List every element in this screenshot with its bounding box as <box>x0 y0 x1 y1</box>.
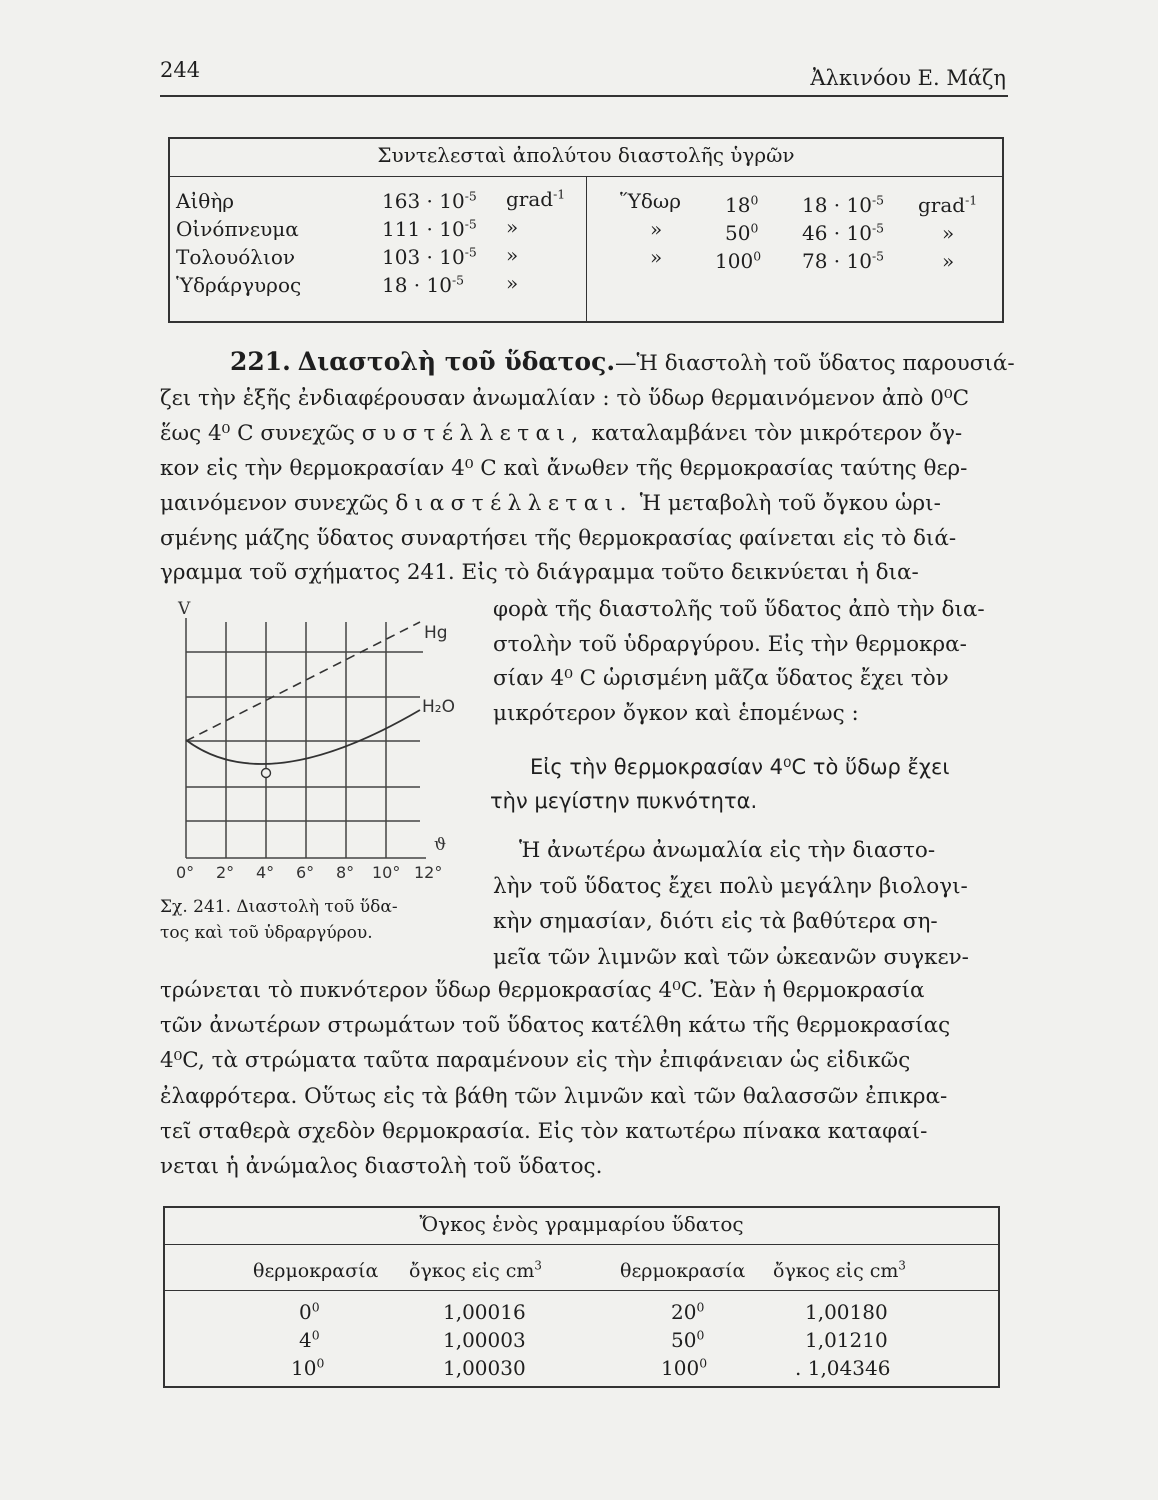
emphasis-line-1: Εἰς τὴν θερμοκρασίαν 4⁰C τὸ ὕδωρ ἔχει <box>530 755 950 779</box>
para1-line-6: σμένης μάζης ὕδατος συναρτήσει τῆς θερμοκρασίας φαίνεται εἰς τὸ διά- <box>160 525 957 551</box>
section-title: Διαστολὴ τοῦ ὕδατος. <box>297 347 616 376</box>
unit-value: » <box>942 221 955 245</box>
para1-line-5a: μαινόμενον συνεχῶς <box>160 490 389 516</box>
unit <box>506 187 565 211</box>
temperature-value: 18 <box>725 193 751 217</box>
para1-line-7: γραμμα τοῦ σχήματος 241. Εἰς τὸ διάγραμμα τοῦτο δεικνύεται ἡ δια- <box>160 560 919 586</box>
side-line-1: φορὰ τῆς διαστολῆς τοῦ ὕδατος ἀπὸ τὴν δια- <box>493 597 985 622</box>
volume-cell: 1,00016 <box>443 1300 526 1324</box>
side-text <box>493 593 1005 731</box>
line-1 <box>160 345 1015 382</box>
volume-cell: 1,00003 <box>443 1328 526 1352</box>
column-header <box>253 1260 378 1282</box>
unit-value: » <box>506 271 519 295</box>
minimum-volume-point <box>262 769 271 778</box>
coefficient <box>382 245 477 269</box>
running-title: Ἀλκινόου Ε. Μάζη <box>810 66 1006 90</box>
degree-sign: 0 <box>696 1327 705 1343</box>
volume-cell: 1,00030 <box>443 1356 526 1380</box>
unit <box>942 221 954 245</box>
degree-sign: 0 <box>753 248 762 264</box>
p2-line-5: τεῖ σταθερὰ σχεδὸν θερμοκρασία. Εἰς τὸν κατωτέρω πίνακα καταφαί- <box>160 1118 928 1144</box>
coefficient-value: 46 · 10 <box>802 221 872 245</box>
unit-value: » <box>506 215 519 239</box>
unit-value: grad <box>506 187 554 211</box>
temperature-cell <box>299 1300 320 1324</box>
figure-caption <box>160 894 398 946</box>
figure-caption-line-2: τος καὶ τοῦ ὑδραργύρου. <box>160 923 373 943</box>
degree-sign: 0 <box>696 1299 705 1315</box>
p2-line-6: νεται ἡ ἀνώμαλος διαστολὴ τοῦ ὕδατος. <box>160 1154 603 1180</box>
para1-line-2: ζει τὴν ἑξῆς ἐνδιαφέρουσαν ἀνωμαλίαν : τὸ ὕδωρ θερμαινόμενον ἀπὸ 0⁰C <box>160 385 970 411</box>
y-axis-label: V <box>178 600 191 619</box>
coefficient-exponent: -5 <box>464 188 477 204</box>
expansion-coefficients-table <box>168 137 1004 323</box>
table2-header-rule <box>165 1290 998 1291</box>
p2-line-4: ἐλαφρότερα. Οὕτως εἰς τὰ βάθη τῶν λιμνῶν καὶ τῶν θαλασσῶν ἐπικρα- <box>160 1083 948 1109</box>
header-rule <box>160 95 1008 97</box>
hg-label: Hg <box>424 623 448 643</box>
water-curve <box>186 710 420 764</box>
liquid-name: Τολουόλιον <box>176 245 296 269</box>
table1-divider <box>586 177 587 321</box>
liquid-name: » <box>650 245 663 269</box>
column-header-text: ὄγκος εἰς cm <box>409 1260 535 1282</box>
x-tick-label: 0° <box>176 863 195 882</box>
coefficient-value: 163 · 10 <box>382 189 465 213</box>
degree-sign: 0 <box>316 1355 325 1371</box>
coefficient <box>382 273 464 297</box>
column-header <box>620 1260 745 1282</box>
water-volume-table <box>163 1206 1000 1388</box>
x-tick-label: 2° <box>216 863 235 882</box>
para1-line-5b: Ἡ μεταβολὴ τοῦ ὄγκου ὡρι- <box>639 490 941 516</box>
temperature-value: 100 <box>715 249 754 273</box>
p2-line-2: τῶν ἀνωτέρων στρωμάτων τοῦ ὕδατος κατέλθη κάτω τῆς θερμοκρασίας <box>160 1013 951 1039</box>
coefficient-exponent: -5 <box>464 244 477 260</box>
emphasis-contracts: συστέλλεται, <box>361 420 585 446</box>
side-line-3: σίαν 4⁰ C ὡρισμένη μᾶζα ὕδατος ἔχει τὸν <box>493 666 949 691</box>
liquid-name: » <box>650 217 663 241</box>
x-tick-label: 6° <box>296 863 315 882</box>
temperature <box>715 249 761 273</box>
temperature-cell <box>671 1328 704 1352</box>
degree-sign: 0 <box>750 192 759 208</box>
column-header <box>409 1260 542 1282</box>
table2-caption-rule <box>165 1244 998 1245</box>
x-tick-label: 10° <box>372 863 401 882</box>
temperature-value: 50 <box>725 221 751 245</box>
degree-sign: 0 <box>699 1355 708 1371</box>
temperature-cell <box>671 1300 704 1324</box>
p2-side-line-4: μεῖα τῶν λιμνῶν καὶ τῶν ὠκεανῶν συγκεν- <box>493 944 969 970</box>
side-line-2: στολὴν τοῦ ὑδραργύρου. Εἰς τὴν θερμοκρα- <box>493 631 967 657</box>
column-header-text: θερμοκρασία <box>253 1260 379 1282</box>
coefficient-exponent: -5 <box>451 272 465 288</box>
p2-side-line-3: κὴν σημασίαν, διότι εἰς τὰ βαθύτερα ση- <box>493 909 938 934</box>
paragraph-2-full <box>160 973 1005 1184</box>
coefficient <box>802 193 884 217</box>
emphasis-line-2: τὴν μεγίστην πυκνότητα. <box>490 789 758 813</box>
coefficient <box>382 217 477 241</box>
page-number: 244 <box>160 58 201 82</box>
temperature-cell <box>299 1328 320 1352</box>
mercury-line <box>186 622 420 741</box>
superscript-3: 3 <box>898 1258 906 1273</box>
column-header-text: ὄγκος εἰς cm <box>773 1260 899 1282</box>
coefficient-exponent: -5 <box>871 220 885 236</box>
volume-cell: 1,01210 <box>805 1328 888 1352</box>
emphasis-expands: διαστέλλεται. <box>395 490 633 516</box>
section-221 <box>160 345 1015 591</box>
paragraph-2-side <box>493 833 1005 975</box>
p2-side-line-2: λὴν τοῦ ὕδατος ἔχει πολὺ μεγάλην βιολογι- <box>493 873 968 899</box>
x-tick-label: 12° <box>414 863 443 882</box>
unit-value: » <box>942 249 955 273</box>
liquid-name: Ὑδράργυρος <box>176 273 302 297</box>
unit <box>506 271 518 295</box>
coefficient <box>382 189 477 213</box>
para1-line-3b: καταλαμβάνει τὸν μικρότερον ὄγ- <box>591 420 963 446</box>
unit <box>942 249 954 273</box>
superscript-3: 3 <box>534 1258 542 1273</box>
unit-value: grad <box>918 193 966 217</box>
x-tick-label: 8° <box>336 863 355 882</box>
unit-exponent: -1 <box>553 186 566 202</box>
liquid-name: Ὕδωρ <box>620 189 681 213</box>
x-tick-label: 4° <box>256 863 275 882</box>
temperature-value: 100 <box>661 1356 700 1380</box>
liquid-name: Αἰθὴρ <box>176 189 235 213</box>
temperature <box>725 221 758 245</box>
temperature-value: 0 <box>299 1300 312 1324</box>
temperature-cell <box>661 1356 707 1380</box>
table2-caption: Ὄγκος ἑνὸς γραμμαρίου ὕδατος <box>419 1212 744 1236</box>
section-number: 221. <box>230 347 291 376</box>
figure-241-diagram <box>158 600 470 885</box>
para1-line-1: Ἡ διαστολὴ τοῦ ὕδατος παρουσιά- <box>636 351 1015 376</box>
p2-side-line-1: Ἡ ἀνωτέρω ἀνωμαλία εἰς τὴν διαστο- <box>519 838 936 863</box>
density-statement <box>490 750 1005 818</box>
water-label: H₂O <box>422 697 455 717</box>
line-3 <box>160 417 1005 452</box>
column-header-text: θερμοκρασία <box>620 1260 746 1282</box>
volume-cell: 1,00180 <box>805 1300 888 1324</box>
unit <box>918 193 977 217</box>
figure-grid <box>186 618 426 858</box>
coefficient-value: 78 · 10 <box>802 249 872 273</box>
coefficient-exponent: -5 <box>464 216 477 232</box>
x-axis-label: ϑ <box>434 835 447 855</box>
para1-line-4: κον εἰς τὴν θερμοκρασίαν 4⁰ C καὶ ἄνωθεν τῆς θερμοκρασίας ταύτης θερ- <box>160 455 968 481</box>
unit <box>506 243 518 267</box>
temperature-value: 20 <box>671 1300 697 1324</box>
temperature-value: 10 <box>291 1356 317 1380</box>
side-line-4: μικρότερον ὄγκον καὶ ἑπομένως : <box>493 700 859 726</box>
figure-caption-line-1: Σχ. 241. Διαστολὴ τοῦ ὕδα- <box>160 897 398 917</box>
coefficient-value: 18 · 10 <box>382 273 452 297</box>
section-dash: — <box>615 351 637 376</box>
temperature <box>725 193 758 217</box>
p2-line-1: τρώνεται τὸ πυκνότερον ὕδωρ θερμοκρασίας 4⁰C. Ἐὰν ἡ θερμοκρασία <box>160 978 925 1003</box>
unit-exponent: -1 <box>965 192 978 208</box>
degree-sign: 0 <box>311 1299 320 1315</box>
para1-line-3a: ἕως 4⁰ C συνεχῶς <box>160 420 355 446</box>
coefficient-exponent: -5 <box>871 248 885 264</box>
temperature-value: 4 <box>299 1328 312 1352</box>
coefficient <box>802 249 884 273</box>
degree-sign: 0 <box>750 220 759 236</box>
coefficient <box>802 221 884 245</box>
p2-line-3: 4⁰C, τὰ στρώματα ταῦτα παραμένουν εἰς τὴν ἐπιφάνειαν ὡς εἰδικῶς <box>160 1048 911 1074</box>
unit-value: » <box>506 243 519 267</box>
line-5 <box>160 487 1005 522</box>
temperature-value: 50 <box>671 1328 697 1352</box>
liquid-name: Οἰνόπνευμα <box>176 217 299 241</box>
coefficient-value: 18 · 10 <box>802 193 872 217</box>
coefficient-exponent: -5 <box>871 192 885 208</box>
coefficient-value: 103 · 10 <box>382 245 465 269</box>
volume-cell: . 1,04346 <box>795 1356 891 1380</box>
unit <box>506 215 518 239</box>
x-tick-labels <box>176 863 442 882</box>
column-header <box>773 1260 906 1282</box>
temperature-cell <box>291 1356 324 1380</box>
degree-sign: 0 <box>311 1327 320 1343</box>
table1-caption: Συντελεσταὶ ἀπολύτου διαστολῆς ὑγρῶν <box>377 143 795 167</box>
coefficient-value: 111 · 10 <box>382 217 465 241</box>
